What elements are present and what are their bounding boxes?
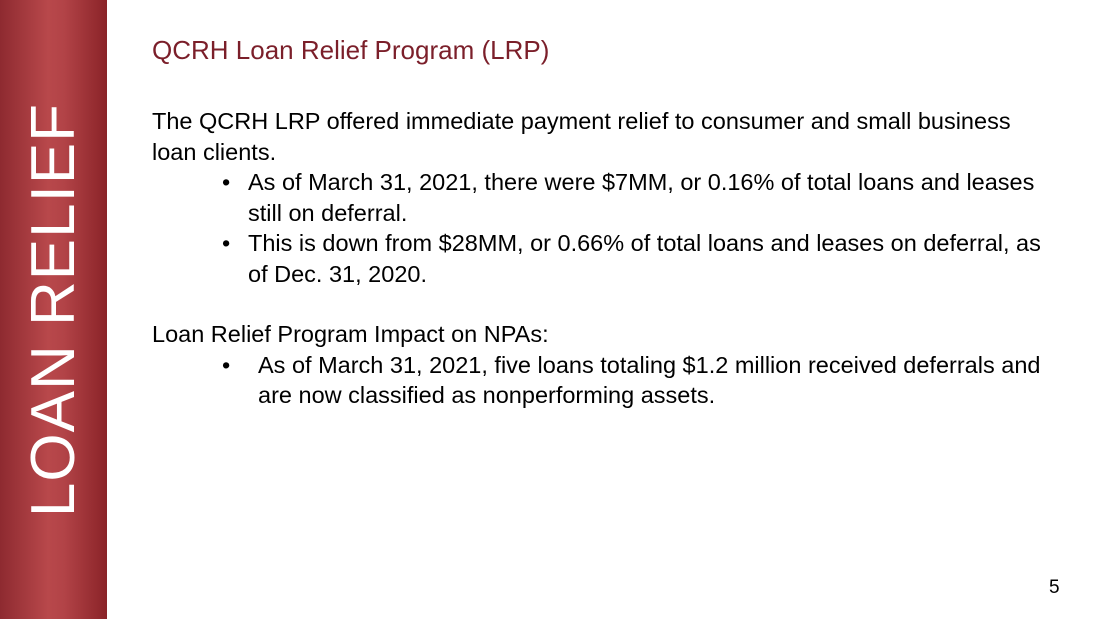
bullet-list-deferrals [152,167,1052,289]
bullet-text: This is down from $28MM, or 0.66% of total loans and leases on deferral, as of Dec. 31, 2020. [248,230,1041,287]
npa-heading: Loan Relief Program Impact on NPAs: [152,321,549,347]
slide-body [152,106,1052,411]
list-item [152,350,1052,411]
side-banner [0,0,107,619]
bullet-icon: • [222,230,231,256]
bullet-text: As of March 31, 2021, there were $7MM, or 0.16% of total loans and leases still on deferral. [248,169,1035,226]
bullet-icon: • [222,351,231,378]
spacer [152,289,1052,319]
side-banner-label: LOAN RELIEF [19,102,88,518]
page-number: 5 [1049,577,1060,598]
list-item [152,228,1052,289]
bullet-text: As of March 31, 2021, five loans totaling $1.2 million received deferrals and are now classified as nonperforming assets. [258,351,1041,408]
bullet-icon: • [222,169,231,195]
intro-paragraph: The QCRH LRP offered immediate payment relief to consumer and small business loan clients. [152,108,1011,165]
slide-title: QCRH Loan Relief Program (LRP) [152,35,550,65]
bullet-list-npa [152,350,1052,411]
list-item [152,167,1052,228]
